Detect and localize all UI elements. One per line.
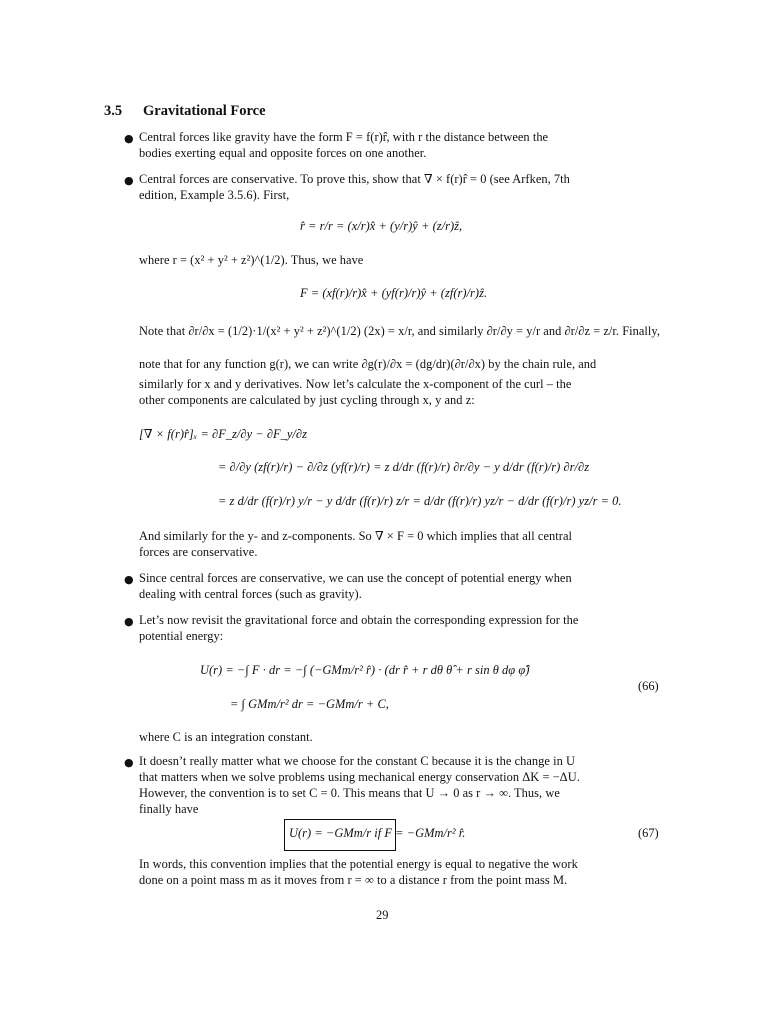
text-line: similarly for x and y derivatives. Now let’s calculate the x-component of the curl – the xyxy=(139,377,572,391)
bullet-marker: ● xyxy=(124,573,134,586)
equation-number: (67) xyxy=(638,826,659,840)
bullet-marker: ● xyxy=(124,615,134,628)
section-title: Gravitational Force xyxy=(143,103,266,119)
text-line: where C is an integration constant. xyxy=(139,730,313,744)
display-equation: r̂ = r/r = (x/r)x̂ + (y/r)ŷ + (z/r)ẑ, xyxy=(300,219,463,233)
text-line: Since central forces are conservative, we can use the concept of potential energy when xyxy=(139,571,572,585)
text-line: Central forces like gravity have the form F = f(r)r̂, with r the distance between the xyxy=(139,130,549,144)
text-line: done on a point mass m as it moves from r = ∞ to a distance r from the point mass M. xyxy=(139,873,568,887)
text-line: It doesn’t really matter what we choose for the constant C because it is the change in U xyxy=(139,754,575,768)
text-line: note that for any function g(r), we can write ∂g(r)/∂x = (dg/dr)(∂r/∂x) by the chain rule, and xyxy=(139,357,597,371)
text-line: Note that ∂r/∂x = (1/2)·1/(x² + y² + z²)^(1/2) (2x) = x/r, and similarly ∂r/∂y = y/r and ∂r/∂z = z/r. Finally, xyxy=(139,324,660,338)
text-line: However, the convention is to set C = 0. This means that U → 0 as r → ∞. Thus, we xyxy=(139,786,560,800)
equation-number: (66) xyxy=(638,679,659,693)
display-equation: = ∂/∂y (zf(r)/r) − ∂/∂z (yf(r)/r) = z d/dr (f(r)/r) ∂r/∂y − y d/dr (f(r)/r) ∂r/∂z xyxy=(218,460,590,474)
text-line: Central forces are conservative. To prove this, show that ∇ × f(r)r̂ = 0 (see Arfken, 7th xyxy=(139,172,570,186)
text-line: that matters when we solve problems using mechanical energy conservation ΔK = −ΔU. xyxy=(139,770,580,784)
text-line: dealing with central forces (such as gravity). xyxy=(139,587,362,601)
display-equation: = ∫ GMm/r² dr = −GMm/r + C, xyxy=(230,697,389,711)
page-number: 29 xyxy=(376,908,389,922)
section-number: 3.5 xyxy=(104,103,123,119)
text-line: bodies exerting equal and opposite forces on one another. xyxy=(139,146,427,160)
text-line: other components are calculated by just cycling through x, y and z: xyxy=(139,393,475,407)
text-line: potential energy: xyxy=(139,629,224,643)
text-line: And similarly for the y- and z-components. So ∇ × F = 0 which implies that all central xyxy=(139,529,572,543)
display-equation: [∇ × f(r)r̂]ₓ = ∂F_z/∂y − ∂F_y/∂z xyxy=(139,427,307,441)
text-line: Let’s now revisit the gravitational force and obtain the corresponding expression for the xyxy=(139,613,579,627)
bullet-marker: ● xyxy=(124,756,134,769)
display-equation: F = (xf(r)/r)x̂ + (yf(r)/r)ŷ + (zf(r)/r)ẑ. xyxy=(300,286,488,300)
display-equation: U(r) = −∫ F · dr = −∫ (−GMm/r² r̂) · (dr r̂ + r dθ θ̂ + r sin θ dφ φ̂) xyxy=(200,663,530,677)
text-line: forces are conservative. xyxy=(139,545,258,559)
text-line: In words, this convention implies that the potential energy is equal to negative the work xyxy=(139,857,578,871)
text-line: where r = (x² + y² + z²)^(1/2). Thus, we have xyxy=(139,253,364,267)
text-line: finally have xyxy=(139,802,199,816)
bullet-marker: ● xyxy=(124,132,134,145)
display-equation: U(r) = −GMm/r if F = −GMm/r² r̂. xyxy=(289,826,466,840)
bullet-marker: ● xyxy=(124,174,134,187)
text-line: edition, Example 3.5.6). First, xyxy=(139,188,290,202)
display-equation: = z d/dr (f(r)/r) y/r − y d/dr (f(r)/r) z/r = d/dr (f(r)/r) yz/r − d/dr (f(r)/r) yz/r = 0. xyxy=(218,494,622,508)
